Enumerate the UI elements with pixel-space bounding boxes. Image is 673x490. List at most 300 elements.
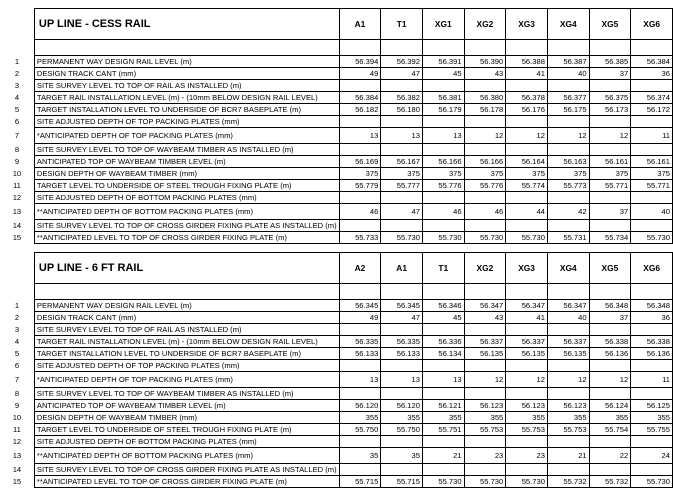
value-cell[interactable] <box>506 220 548 232</box>
value-cell[interactable]: 23 <box>506 448 548 464</box>
value-cell[interactable]: 56.163 <box>547 156 589 168</box>
table-row <box>0 144 673 156</box>
value-cell[interactable]: 56.391 <box>422 56 464 68</box>
value-cell[interactable] <box>506 360 548 372</box>
value-cell[interactable] <box>631 116 673 128</box>
row-number: 12 <box>12 436 22 446</box>
value-cell[interactable] <box>464 80 506 92</box>
value-cell[interactable]: 56.135 <box>464 348 506 360</box>
value-cell[interactable]: 56.337 <box>547 336 589 348</box>
value-cell[interactable]: 55.730 <box>464 232 506 244</box>
value-cell[interactable]: 40 <box>547 68 589 80</box>
value-cell[interactable] <box>631 388 673 400</box>
value-cell[interactable]: 56.348 <box>589 300 631 312</box>
value-cell[interactable] <box>464 116 506 128</box>
value-cell[interactable]: 375 <box>547 168 589 180</box>
value-cell[interactable]: 35 <box>339 448 381 464</box>
value-cell[interactable]: 55.730 <box>381 232 423 244</box>
value-cell[interactable]: 56.175 <box>547 104 589 116</box>
value-cell[interactable]: 12 <box>589 372 631 388</box>
value-cell[interactable]: 46 <box>464 204 506 220</box>
value-cell[interactable]: 56.388 <box>506 56 548 68</box>
value-cell[interactable]: 49 <box>339 312 381 324</box>
value-cell[interactable]: 36 <box>631 68 673 80</box>
value-cell[interactable]: 56.345 <box>381 300 423 312</box>
value-cell[interactable]: 355 <box>464 412 506 424</box>
row-description: DESIGN DEPTH OF WAYBEAM TIMBER (mm) <box>34 168 339 180</box>
value-cell[interactable]: 55.753 <box>464 424 506 436</box>
value-cell[interactable] <box>464 360 506 372</box>
value-cell[interactable]: 56.374 <box>631 92 673 104</box>
value-cell[interactable] <box>339 80 381 92</box>
value-cell[interactable] <box>464 388 506 400</box>
value-cell[interactable]: 37 <box>589 204 631 220</box>
value-cell[interactable] <box>506 80 548 92</box>
value-cell[interactable] <box>339 388 381 400</box>
value-cell[interactable]: 22 <box>589 448 631 464</box>
value-cell[interactable]: 56.380 <box>464 92 506 104</box>
value-cell[interactable]: 56.123 <box>547 400 589 412</box>
value-cell[interactable]: 355 <box>589 412 631 424</box>
value-cell[interactable] <box>422 144 464 156</box>
column-header: A2 <box>339 253 381 284</box>
value-cell[interactable] <box>547 80 589 92</box>
value-cell[interactable] <box>464 324 506 336</box>
value-cell[interactable]: 56.173 <box>589 104 631 116</box>
table-row <box>0 180 673 192</box>
value-cell[interactable]: 375 <box>339 168 381 180</box>
value-cell[interactable]: 56.381 <box>422 92 464 104</box>
value-cell[interactable] <box>339 464 381 476</box>
row-description: TARGET INSTALLATION LEVEL TO UNDERSIDE OF BCR7 BASEPLATE (m) <box>34 104 339 116</box>
value-cell[interactable]: 55.730 <box>464 476 506 488</box>
value-cell[interactable] <box>381 144 423 156</box>
value-cell[interactable] <box>631 464 673 476</box>
value-cell[interactable] <box>589 464 631 476</box>
value-cell[interactable] <box>547 144 589 156</box>
table-up-line-6ft-rail <box>0 252 673 488</box>
value-cell[interactable] <box>547 116 589 128</box>
row-number: 11 <box>12 180 21 190</box>
value-cell[interactable]: 55.750 <box>381 424 423 436</box>
value-cell[interactable] <box>547 324 589 336</box>
value-cell[interactable]: 355 <box>339 412 381 424</box>
value-cell[interactable] <box>547 388 589 400</box>
value-cell[interactable] <box>589 144 631 156</box>
value-cell[interactable]: 45 <box>422 68 464 80</box>
value-cell[interactable]: 56.161 <box>589 156 631 168</box>
value-cell[interactable] <box>631 80 673 92</box>
row-number: 10 <box>12 412 22 422</box>
value-cell[interactable]: 375 <box>506 168 548 180</box>
value-cell[interactable] <box>339 436 381 448</box>
value-cell[interactable] <box>422 436 464 448</box>
value-cell[interactable]: 56.134 <box>422 348 464 360</box>
value-cell[interactable]: 375 <box>381 168 423 180</box>
value-cell[interactable] <box>381 388 423 400</box>
value-cell[interactable] <box>506 192 548 204</box>
value-cell[interactable] <box>422 192 464 204</box>
value-cell[interactable]: 56.347 <box>506 300 548 312</box>
value-cell[interactable]: 55.730 <box>506 232 548 244</box>
value-cell[interactable]: 56.338 <box>631 336 673 348</box>
spacer-row <box>0 40 673 56</box>
value-cell[interactable]: 12 <box>464 372 506 388</box>
value-cell[interactable]: 56.390 <box>464 56 506 68</box>
row-description: SITE SURVEY LEVEL TO TOP OF CROSS GIRDER FIXING PLATE AS INSTALLED (m) <box>34 220 339 232</box>
value-cell[interactable]: 12 <box>547 128 589 144</box>
value-cell[interactable] <box>381 324 423 336</box>
value-cell[interactable]: 56.335 <box>339 336 381 348</box>
table-row <box>0 80 673 92</box>
value-cell[interactable]: 56.167 <box>381 156 423 168</box>
value-cell[interactable]: 56.164 <box>506 156 548 168</box>
value-cell[interactable]: 56.123 <box>464 400 506 412</box>
value-cell[interactable]: 56.121 <box>422 400 464 412</box>
value-cell[interactable]: 55.730 <box>422 476 464 488</box>
value-cell[interactable]: 56.136 <box>589 348 631 360</box>
value-cell[interactable]: 56.392 <box>381 56 423 68</box>
value-cell[interactable] <box>547 464 589 476</box>
value-cell[interactable]: 11 <box>631 128 673 144</box>
value-cell[interactable] <box>589 220 631 232</box>
value-cell[interactable]: 40 <box>631 204 673 220</box>
spacer-cell <box>381 40 423 56</box>
value-cell[interactable] <box>339 116 381 128</box>
value-cell[interactable]: 47 <box>381 312 423 324</box>
value-cell[interactable] <box>339 324 381 336</box>
value-cell[interactable]: 56.377 <box>547 92 589 104</box>
value-cell[interactable] <box>631 144 673 156</box>
value-cell[interactable]: 12 <box>547 372 589 388</box>
value-cell[interactable]: 41 <box>506 68 548 80</box>
value-cell[interactable]: 55.753 <box>547 424 589 436</box>
value-cell[interactable] <box>631 360 673 372</box>
row-description: PERMANENT WAY DESIGN RAIL LEVEL (m) <box>34 56 339 68</box>
value-cell[interactable]: 12 <box>506 372 548 388</box>
row-description: DESIGN TRACK CANT (mm) <box>34 68 339 80</box>
value-cell[interactable] <box>422 220 464 232</box>
value-cell[interactable]: 56.384 <box>339 92 381 104</box>
value-cell[interactable]: 46 <box>339 204 381 220</box>
value-cell[interactable]: 56.394 <box>339 56 381 68</box>
value-cell[interactable] <box>631 192 673 204</box>
value-cell[interactable]: 21 <box>547 448 589 464</box>
row-description: PERMANENT WAY DESIGN RAIL LEVEL (m) <box>34 300 339 312</box>
value-cell[interactable]: 55.773 <box>547 180 589 192</box>
table-row <box>0 116 673 128</box>
value-cell[interactable]: 56.166 <box>464 156 506 168</box>
value-cell[interactable]: 55.779 <box>339 180 381 192</box>
row-number: 3 <box>14 80 20 90</box>
value-cell[interactable]: 56.120 <box>339 400 381 412</box>
value-cell[interactable] <box>589 80 631 92</box>
value-cell[interactable]: 55.771 <box>589 180 631 192</box>
value-cell[interactable]: 35 <box>381 448 423 464</box>
value-cell[interactable]: 55.733 <box>339 232 381 244</box>
value-cell[interactable]: 12 <box>506 128 548 144</box>
column-header: XG6 <box>631 9 673 40</box>
value-cell[interactable]: 56.179 <box>422 104 464 116</box>
value-cell[interactable]: 56.180 <box>381 104 423 116</box>
value-cell[interactable] <box>381 80 423 92</box>
row-number: 9 <box>14 400 20 410</box>
section-title: UP LINE - 6 FT RAIL <box>34 253 339 284</box>
value-cell[interactable]: 56.335 <box>381 336 423 348</box>
value-cell[interactable]: 56.375 <box>589 92 631 104</box>
value-cell[interactable]: 12 <box>464 128 506 144</box>
value-cell[interactable]: 55.730 <box>422 232 464 244</box>
value-cell[interactable] <box>506 144 548 156</box>
value-cell[interactable]: 56.346 <box>422 300 464 312</box>
value-cell[interactable] <box>506 324 548 336</box>
value-cell[interactable] <box>464 192 506 204</box>
value-cell[interactable]: 56.125 <box>631 400 673 412</box>
value-cell[interactable]: 23 <box>464 448 506 464</box>
row-number: 3 <box>14 324 20 334</box>
row-description: *ANTICIPATED DEPTH OF TOP PACKING PLATES (mm) <box>34 128 339 144</box>
value-cell[interactable]: 355 <box>422 412 464 424</box>
value-cell[interactable]: 55.732 <box>589 476 631 488</box>
row-description: **ANTICIPATED LEVEL TO TOP OF CROSS GIRDER FIXING PLATE (m) <box>34 232 339 244</box>
value-cell[interactable]: 55.731 <box>547 232 589 244</box>
value-cell[interactable]: 40 <box>547 312 589 324</box>
value-cell[interactable] <box>422 80 464 92</box>
row-description: *ANTICIPATED DEPTH OF TOP PACKING PLATES (mm) <box>34 372 339 388</box>
value-cell[interactable] <box>547 360 589 372</box>
value-cell[interactable]: 56.345 <box>339 300 381 312</box>
value-cell[interactable]: 21 <box>422 448 464 464</box>
value-cell[interactable]: 55.771 <box>631 180 673 192</box>
value-cell[interactable] <box>339 360 381 372</box>
value-cell[interactable] <box>547 436 589 448</box>
column-header: XG4 <box>547 9 589 40</box>
value-cell[interactable] <box>339 144 381 156</box>
row-description: SITE ADJUSTED DEPTH OF TOP PACKING PLATES (mm) <box>34 360 339 372</box>
value-cell[interactable]: 56.124 <box>589 400 631 412</box>
value-cell[interactable]: 55.751 <box>422 424 464 436</box>
value-cell[interactable] <box>589 324 631 336</box>
value-cell[interactable]: 43 <box>464 68 506 80</box>
value-cell[interactable]: 37 <box>589 312 631 324</box>
table-row <box>0 300 673 312</box>
row-description: SITE ADJUSTED DEPTH OF TOP PACKING PLATES (mm) <box>34 116 339 128</box>
value-cell[interactable]: 355 <box>547 412 589 424</box>
row-number: 5 <box>14 104 20 114</box>
value-cell[interactable]: 56.172 <box>631 104 673 116</box>
value-cell[interactable] <box>506 464 548 476</box>
value-cell[interactable]: 56.120 <box>381 400 423 412</box>
column-header: XG3 <box>506 9 548 40</box>
value-cell[interactable]: 45 <box>422 312 464 324</box>
value-cell[interactable]: 13 <box>339 372 381 388</box>
value-cell[interactable]: 56.166 <box>422 156 464 168</box>
spacer-cell <box>34 40 339 56</box>
spacer-cell <box>339 284 381 300</box>
value-cell[interactable] <box>589 192 631 204</box>
value-cell[interactable] <box>422 360 464 372</box>
value-cell[interactable]: 11 <box>631 372 673 388</box>
row-description: SITE ADJUSTED DEPTH OF BOTTOM PACKING PLATES (mm) <box>34 436 339 448</box>
value-cell[interactable]: 55.715 <box>381 476 423 488</box>
value-cell[interactable] <box>422 324 464 336</box>
value-cell[interactable]: 56.178 <box>464 104 506 116</box>
value-cell[interactable] <box>381 116 423 128</box>
value-cell[interactable] <box>422 388 464 400</box>
value-cell[interactable]: 56.348 <box>631 300 673 312</box>
value-cell[interactable]: 56.135 <box>506 348 548 360</box>
value-cell[interactable]: 375 <box>631 168 673 180</box>
value-cell[interactable] <box>381 436 423 448</box>
value-cell[interactable]: 56.385 <box>589 56 631 68</box>
value-cell[interactable]: 56.182 <box>339 104 381 116</box>
value-cell[interactable] <box>381 360 423 372</box>
value-cell[interactable]: 55.715 <box>339 476 381 488</box>
value-cell[interactable]: 56.337 <box>506 336 548 348</box>
value-cell[interactable]: 44 <box>506 204 548 220</box>
value-cell[interactable]: 42 <box>547 204 589 220</box>
row-description: TARGET LEVEL TO UNDERSIDE OF STEEL TROUGH FIXING PLATE (m) <box>34 424 339 436</box>
value-cell[interactable]: 56.336 <box>422 336 464 348</box>
row-number: 10 <box>12 168 22 178</box>
value-cell[interactable]: 55.755 <box>631 424 673 436</box>
value-cell[interactable]: 56.338 <box>589 336 631 348</box>
value-cell[interactable] <box>506 116 548 128</box>
value-cell[interactable]: 56.347 <box>464 300 506 312</box>
table-row <box>0 412 673 424</box>
value-cell[interactable]: 55.730 <box>631 476 673 488</box>
value-cell[interactable]: 55.730 <box>631 232 673 244</box>
value-cell[interactable]: 56.169 <box>339 156 381 168</box>
value-cell[interactable] <box>422 464 464 476</box>
value-cell[interactable] <box>506 436 548 448</box>
value-cell[interactable]: 55.750 <box>339 424 381 436</box>
table-row <box>0 68 673 80</box>
row-number: 2 <box>14 312 20 322</box>
value-cell[interactable]: 43 <box>464 312 506 324</box>
value-cell[interactable] <box>631 220 673 232</box>
row-description: SITE SURVEY LEVEL TO TOP OF RAIL AS INSTALLED (m) <box>34 324 339 336</box>
value-cell[interactable] <box>631 436 673 448</box>
value-cell[interactable]: 55.730 <box>506 476 548 488</box>
value-cell[interactable] <box>339 192 381 204</box>
value-cell[interactable]: 41 <box>506 312 548 324</box>
value-cell[interactable]: 37 <box>589 68 631 80</box>
value-cell[interactable]: 55.776 <box>464 180 506 192</box>
value-cell[interactable] <box>547 220 589 232</box>
value-cell[interactable]: 46 <box>422 204 464 220</box>
value-cell[interactable]: 375 <box>422 168 464 180</box>
value-cell[interactable]: 47 <box>381 68 423 80</box>
value-cell[interactable]: 55.754 <box>589 424 631 436</box>
value-cell[interactable]: 49 <box>339 68 381 80</box>
value-cell[interactable]: 355 <box>631 412 673 424</box>
value-cell[interactable]: 55.776 <box>422 180 464 192</box>
value-cell[interactable]: 36 <box>631 312 673 324</box>
value-cell[interactable] <box>589 388 631 400</box>
value-cell[interactable]: 55.753 <box>506 424 548 436</box>
value-cell[interactable]: 56.337 <box>464 336 506 348</box>
value-cell[interactable] <box>547 192 589 204</box>
value-cell[interactable] <box>631 324 673 336</box>
value-cell[interactable] <box>589 116 631 128</box>
value-cell[interactable]: 56.176 <box>506 104 548 116</box>
table-row <box>0 128 673 144</box>
value-cell[interactable] <box>464 144 506 156</box>
value-cell[interactable] <box>381 464 423 476</box>
value-cell[interactable]: 56.123 <box>506 400 548 412</box>
value-cell[interactable] <box>464 436 506 448</box>
row-number-blank <box>0 9 34 40</box>
value-cell[interactable]: 55.734 <box>589 232 631 244</box>
value-cell[interactable]: 56.347 <box>547 300 589 312</box>
value-cell[interactable] <box>464 220 506 232</box>
row-description: SITE SURVEY LEVEL TO TOP OF WAYBEAM TIMBER AS INSTALLED (m) <box>34 144 339 156</box>
value-cell[interactable] <box>589 360 631 372</box>
value-cell[interactable] <box>464 464 506 476</box>
value-cell[interactable]: 47 <box>381 204 423 220</box>
value-cell[interactable]: 55.732 <box>547 476 589 488</box>
value-cell[interactable]: 56.161 <box>631 156 673 168</box>
value-cell[interactable]: 13 <box>339 128 381 144</box>
row-number: 14 <box>12 464 22 474</box>
value-cell[interactable]: 56.136 <box>631 348 673 360</box>
value-cell[interactable]: 56.382 <box>381 92 423 104</box>
value-cell[interactable] <box>589 436 631 448</box>
value-cell[interactable]: 12 <box>589 128 631 144</box>
value-cell[interactable]: 355 <box>381 412 423 424</box>
value-cell[interactable]: 375 <box>464 168 506 180</box>
table-row <box>0 336 673 348</box>
value-cell[interactable]: 56.133 <box>339 348 381 360</box>
value-cell[interactable]: 56.135 <box>547 348 589 360</box>
table-row <box>0 400 673 412</box>
value-cell[interactable] <box>339 220 381 232</box>
value-cell[interactable]: 56.133 <box>381 348 423 360</box>
value-cell[interactable]: 55.777 <box>381 180 423 192</box>
row-number: 15 <box>12 476 22 486</box>
header-row <box>0 253 673 284</box>
value-cell[interactable] <box>381 220 423 232</box>
value-cell[interactable]: 375 <box>589 168 631 180</box>
value-cell[interactable]: 56.387 <box>547 56 589 68</box>
value-cell[interactable]: 24 <box>631 448 673 464</box>
spacer-cell <box>422 284 464 300</box>
row-number: 11 <box>12 424 21 434</box>
value-cell[interactable]: 355 <box>506 412 548 424</box>
column-header: XG4 <box>547 253 589 284</box>
row-description: **ANTICIPATED DEPTH OF BOTTOM PACKING PLATES (mm) <box>34 448 339 464</box>
value-cell[interactable] <box>422 116 464 128</box>
value-cell[interactable]: 13 <box>422 128 464 144</box>
row-number: 8 <box>14 388 20 398</box>
value-cell[interactable]: 13 <box>381 128 423 144</box>
value-cell[interactable]: 13 <box>422 372 464 388</box>
row-description: DESIGN DEPTH OF WAYBEAM TIMBER (mm) <box>34 412 339 424</box>
table-row <box>0 360 673 372</box>
value-cell[interactable]: 55.774 <box>506 180 548 192</box>
value-cell[interactable] <box>506 388 548 400</box>
table-row <box>0 56 673 68</box>
value-cell[interactable]: 56.378 <box>506 92 548 104</box>
value-cell[interactable]: 56.384 <box>631 56 673 68</box>
row-number: 15 <box>12 232 22 242</box>
table-row <box>0 324 673 336</box>
value-cell[interactable]: 13 <box>381 372 423 388</box>
spacer-cell <box>34 284 339 300</box>
value-cell[interactable] <box>381 192 423 204</box>
table-row <box>0 192 673 204</box>
